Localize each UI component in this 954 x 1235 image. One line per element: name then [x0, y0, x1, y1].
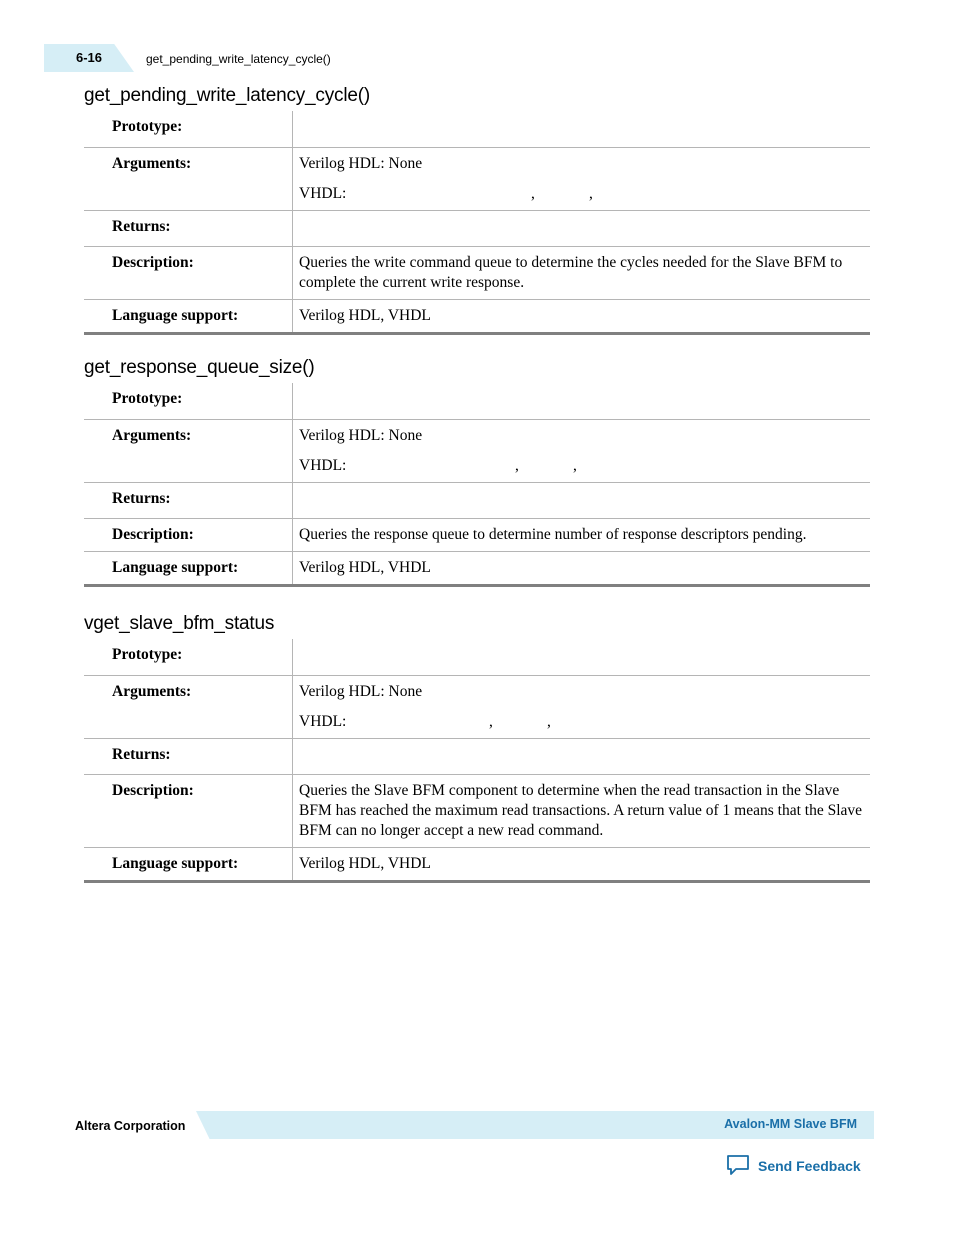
footer-company: Altera Corporation	[75, 1119, 186, 1133]
arguments-value	[293, 675, 871, 738]
row-arguments	[84, 147, 870, 210]
arguments-value	[293, 147, 871, 210]
arguments-vhdl: VHDL:	[299, 184, 347, 202]
comma: ,	[531, 184, 535, 202]
language-support-label: Language support:	[84, 847, 293, 881]
description-value: Queries the Slave BFM component to determine when the read transaction in the Slave BFM has reached the maximum read transactions. A return value of 1 means that the Slave BFM can no longer accept a new read command.	[293, 774, 871, 847]
running-header: get_pending_write_latency_cycle()	[146, 52, 331, 66]
arguments-label: Arguments:	[84, 675, 293, 738]
prototype-value	[293, 111, 871, 147]
comma: ,	[573, 456, 577, 474]
section-vget-slave-bfm-status	[84, 611, 870, 883]
language-support-value: Verilog HDL, VHDL	[293, 551, 871, 585]
description-label: Description:	[84, 518, 293, 551]
section-title: get_pending_write_latency_cycle()	[84, 85, 370, 106]
description-label: Description:	[84, 774, 293, 847]
returns-value	[293, 482, 871, 518]
row-description	[84, 246, 870, 299]
arguments-vhdl: VHDL:	[299, 712, 347, 730]
arguments-verilog: Verilog HDL: None	[299, 682, 423, 700]
row-language-support	[84, 551, 870, 585]
returns-label: Returns:	[84, 210, 293, 246]
footer-chapter-title: Avalon-MM Slave BFM	[724, 1117, 857, 1131]
arguments-label: Arguments:	[84, 419, 293, 482]
description-value: Queries the response queue to determine number of response descriptors pending.	[293, 518, 871, 551]
returns-label: Returns:	[84, 482, 293, 518]
section-get-pending-write-latency-cycle	[84, 83, 870, 335]
send-feedback-label: Send Feedback	[758, 1158, 861, 1174]
arguments-label: Arguments:	[84, 147, 293, 210]
row-description	[84, 518, 870, 551]
prototype-value	[293, 383, 871, 419]
section-title: vget_slave_bfm_status	[84, 613, 275, 634]
arguments-vhdl-line	[299, 712, 864, 732]
row-prototype	[84, 383, 870, 419]
function-table	[84, 639, 870, 883]
description-value: Queries the write command queue to determine the cycles needed for the Slave BFM to complete the current write response.	[293, 246, 871, 299]
arguments-value	[293, 419, 871, 482]
send-feedback-link[interactable]	[726, 1153, 861, 1179]
row-arguments	[84, 675, 870, 738]
language-support-value: Verilog HDL, VHDL	[293, 847, 871, 881]
prototype-label: Prototype:	[84, 111, 293, 147]
language-support-label: Language support:	[84, 551, 293, 585]
returns-value	[293, 738, 871, 774]
arguments-vhdl-line	[299, 184, 864, 204]
comma: ,	[515, 456, 519, 474]
page-number: 6-16	[76, 50, 103, 65]
row-arguments	[84, 419, 870, 482]
returns-value	[293, 210, 871, 246]
row-prototype	[84, 111, 870, 147]
comma: ,	[589, 184, 593, 202]
row-language-support	[84, 299, 870, 333]
arguments-verilog: Verilog HDL: None	[299, 154, 423, 172]
prototype-label: Prototype:	[84, 383, 293, 419]
arguments-vhdl-line	[299, 456, 864, 476]
section-title: get_response_queue_size()	[84, 357, 315, 378]
comma: ,	[489, 712, 493, 730]
comma: ,	[547, 712, 551, 730]
row-description	[84, 774, 870, 847]
section-get-response-queue-size	[84, 355, 870, 587]
speech-bubble-icon	[726, 1153, 750, 1180]
row-returns	[84, 738, 870, 774]
row-prototype	[84, 639, 870, 675]
row-returns	[84, 210, 870, 246]
function-table	[84, 111, 870, 335]
returns-label: Returns:	[84, 738, 293, 774]
prototype-value	[293, 639, 871, 675]
language-support-value: Verilog HDL, VHDL	[293, 299, 871, 333]
arguments-vhdl: VHDL:	[299, 456, 347, 474]
prototype-label: Prototype:	[84, 639, 293, 675]
row-returns	[84, 482, 870, 518]
row-language-support	[84, 847, 870, 881]
language-support-label: Language support:	[84, 299, 293, 333]
arguments-verilog: Verilog HDL: None	[299, 426, 423, 444]
function-table	[84, 383, 870, 587]
description-label: Description:	[84, 246, 293, 299]
